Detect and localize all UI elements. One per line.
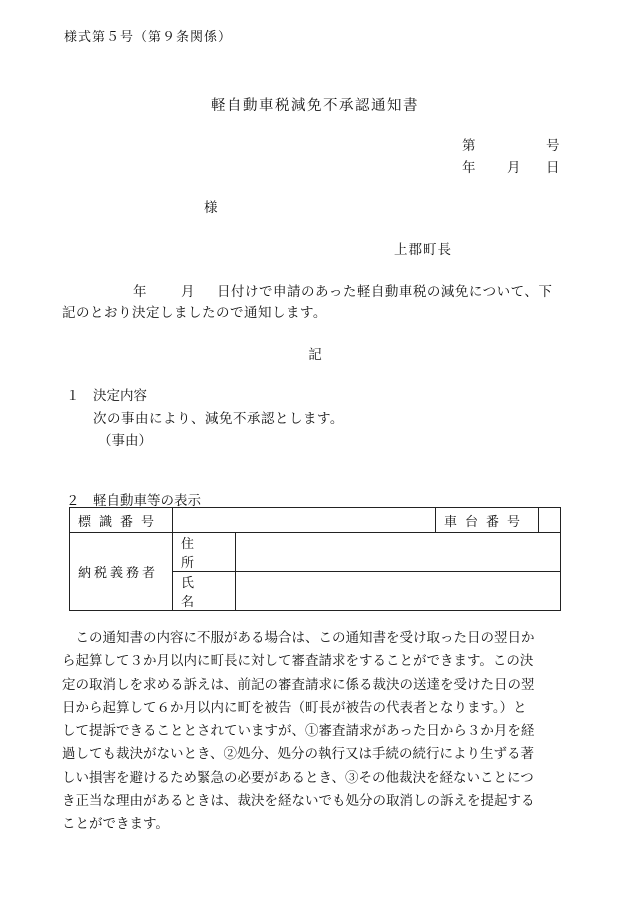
vehicle-info-table — [69, 507, 561, 611]
notice-line: ら起算して３か月以内に町長に対して審査請求をすることができます。この決 — [62, 653, 534, 670]
notice-line: して提訴できることとされていますが、①審査請求があった日から３か月を経 — [62, 723, 535, 740]
date-year-label: 年 — [462, 160, 476, 176]
table-row — [70, 508, 561, 533]
issuer-name: 上郡町長 — [394, 242, 452, 258]
number-prefix: 第 — [462, 138, 476, 154]
chassis-number-field[interactable] — [539, 508, 561, 533]
name-label: 氏 名 — [173, 572, 236, 611]
section-2-number: ２ — [66, 493, 80, 509]
taxpayer-label: 納税義務者 — [70, 533, 173, 611]
addressee-honorific: 様 — [204, 200, 218, 216]
plate-number-field[interactable] — [173, 508, 436, 533]
ki-marker: 記 — [308, 347, 322, 363]
intro-month-label: 月 — [181, 284, 195, 300]
intro-year-label: 年 — [133, 284, 147, 300]
intro-line-1 — [133, 280, 552, 300]
notice-line: しい損害を避けるため緊急の必要があるとき、③その他裁決を経ないことにつ — [62, 769, 534, 786]
notice-line: 日から起算して６か月以内に町を被告（町長が被告の代表者となります。）と — [62, 699, 527, 716]
number-suffix: 号 — [546, 138, 560, 154]
appeal-notice — [62, 627, 564, 837]
plate-number-label: 標識番号 — [70, 508, 173, 533]
section-1-heading — [66, 384, 147, 404]
form-number: 様式第５号（第９条関係） — [64, 30, 233, 45]
section-1-reason-label: （事由） — [98, 433, 152, 449]
address-field[interactable] — [236, 533, 561, 572]
notice-line: 過しても裁決がないとき、②処分、処分の執行又は手続の続行により生ずる著 — [62, 746, 534, 763]
date-day-label: 日 — [546, 160, 560, 176]
section-1-body: 次の事由により、減免不承認とします。 — [93, 411, 344, 427]
notice-line: 定の取消しを求める訴えは、前記の審査請求に係る裁決の送達を受けた日の翌 — [62, 676, 535, 693]
intro-line-2: 記のとおり決定しましたので通知します。 — [62, 305, 327, 321]
chassis-number-label: 車台番号 — [436, 508, 539, 533]
intro-line-1-text: 日付けで申請のあった軽自動車税の減免について、下 — [217, 284, 553, 300]
document-title: 軽自動車税減免不承認通知書 — [211, 98, 419, 114]
notice-line: き正当な理由があるときは、裁決を経ないでも処分の取消しの訴えを提起する — [62, 793, 535, 810]
name-field[interactable] — [236, 572, 561, 611]
table-row — [70, 533, 561, 572]
section-2-title: 軽自動車等の表示 — [93, 493, 201, 509]
section-2-heading — [66, 489, 201, 509]
section-1-title: 決定内容 — [93, 388, 147, 404]
address-label: 住 所 — [173, 533, 236, 572]
section-1-number: １ — [66, 388, 80, 404]
date-month-label: 月 — [507, 160, 521, 176]
notice-line: この通知書の内容に不服がある場合は、この通知書を受け取った日の翌日か — [62, 630, 535, 646]
notice-line: ことができます。 — [62, 816, 169, 833]
